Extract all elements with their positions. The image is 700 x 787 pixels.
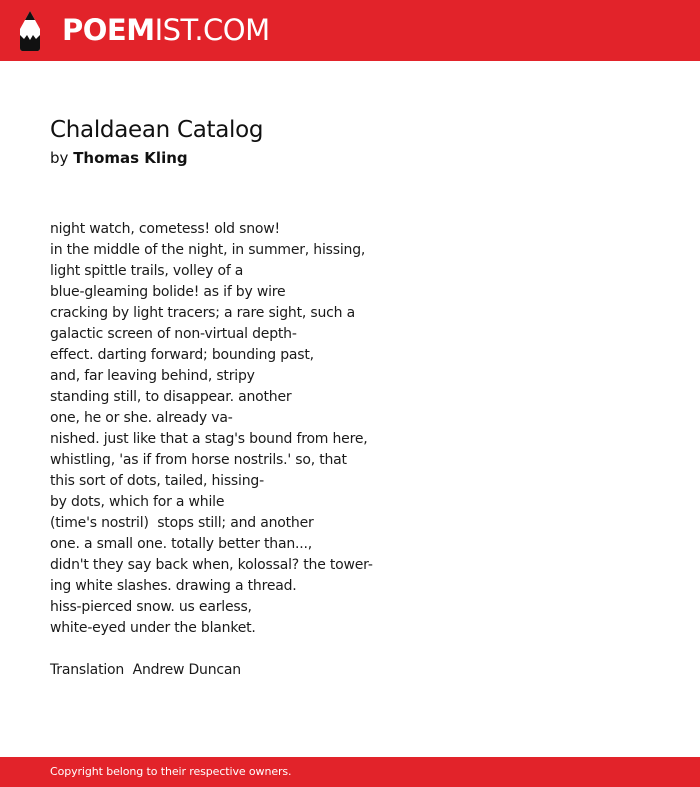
poem-line: night watch, cometess! old snow! — [50, 221, 280, 237]
poem-line: white-eyed under the blanket. — [50, 620, 256, 636]
poem-line: light spittle trails, volley of a — [50, 263, 244, 279]
translation-credit: Translation Andrew Duncan — [50, 662, 241, 678]
logo-text-bold: POEM — [62, 13, 155, 47]
poem-line: and, far leaving behind, stripy — [50, 368, 255, 384]
poem-line: in the middle of the night, in summer, hissing, — [50, 242, 366, 258]
poem-line: nished. just like that a stag's bound from here, — [50, 431, 368, 447]
poem-body — [50, 219, 650, 639]
poem-line: standing still, to disappear. another — [50, 389, 292, 405]
logo-text-light: IST.COM — [154, 13, 270, 47]
poem-line: one, he or she. already va- — [50, 410, 233, 426]
poem-line: blue-gleaming bolide! as if by wire — [50, 284, 286, 300]
copyright-notice: Copyright belong to their respective owners. — [50, 765, 292, 778]
poem-article — [50, 114, 650, 681]
pencil-tip-icon[interactable] — [18, 11, 42, 51]
byline — [50, 146, 650, 170]
poem-line: effect. darting forward; bounding past, — [50, 347, 314, 363]
poem-line: by dots, which for a while — [50, 494, 225, 510]
site-header — [0, 0, 700, 61]
poem-line: (time's nostril) stops still; and another — [50, 515, 314, 531]
poem-line: ing white slashes. drawing a thread. — [50, 578, 297, 594]
poem-line: one. a small one. totally better than..., — [50, 536, 313, 552]
poem-line: didn't they say back when, kolossal? the tower- — [50, 557, 373, 573]
author-name: Thomas Kling — [73, 149, 188, 167]
poem-title: Chaldaean Catalog — [50, 117, 264, 143]
site-logo[interactable] — [62, 12, 270, 48]
poem-line: this sort of dots, tailed, hissing- — [50, 473, 264, 489]
poem-line: galactic screen of non-virtual depth- — [50, 326, 297, 342]
site-footer — [0, 757, 700, 787]
poem-line: whistling, 'as if from horse nostrils.' so, that — [50, 452, 347, 468]
poem-line: hiss-pierced snow. us earless, — [50, 599, 252, 615]
poem-line: cracking by light tracers; a rare sight, such a — [50, 305, 355, 321]
by-label: by — [50, 149, 69, 167]
